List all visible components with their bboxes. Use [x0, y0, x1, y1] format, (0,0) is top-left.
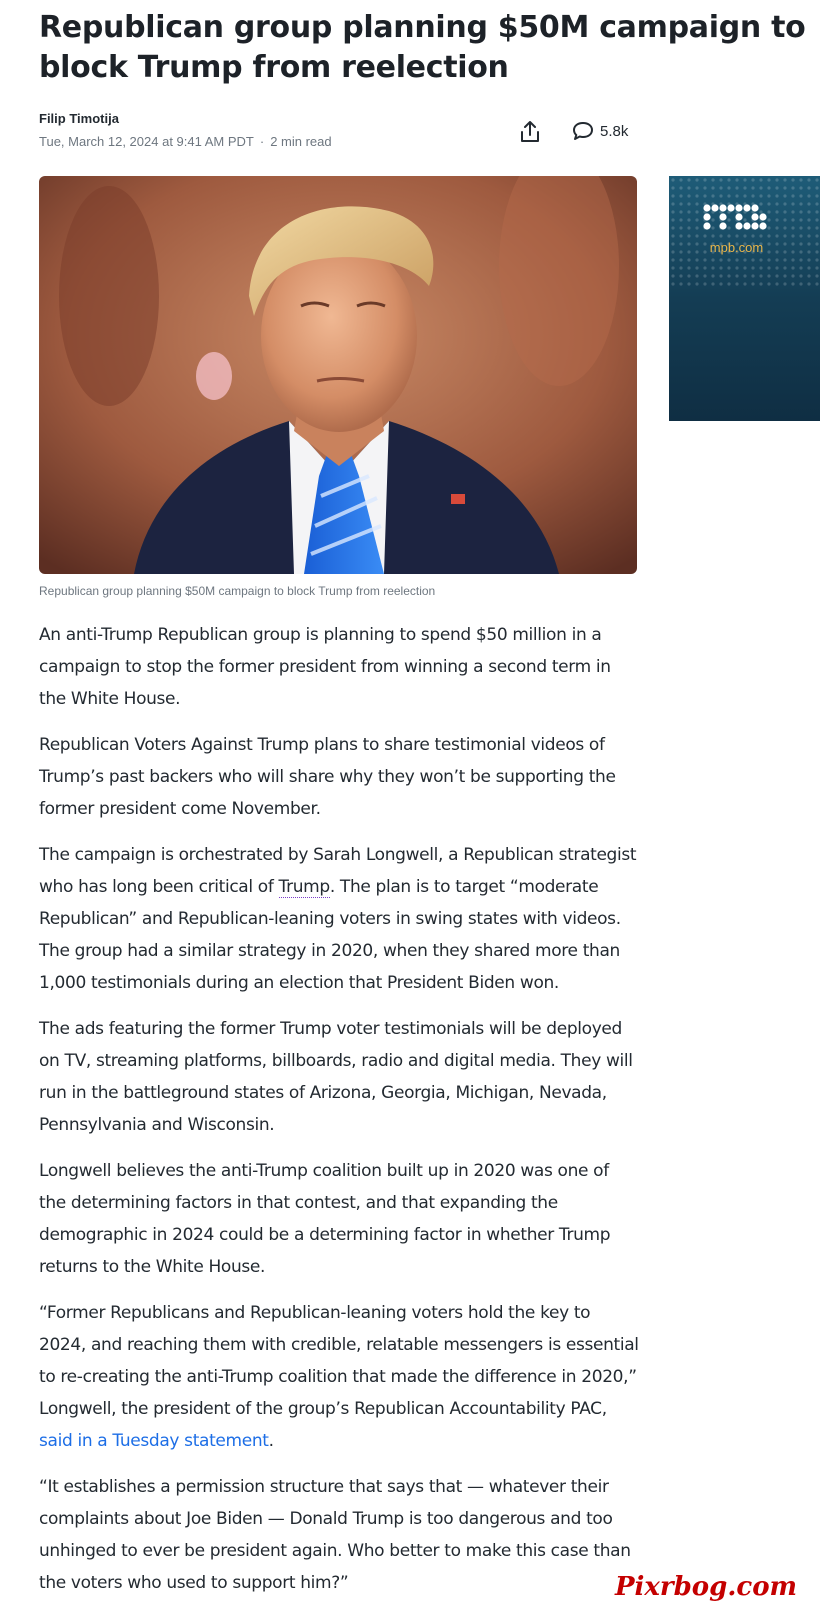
mpb-logo	[702, 203, 772, 233]
paragraph: Longwell believes the anti-Trump coalition built up in 2020 was one of the determining factors in that contest, and that expanding the demographic in 2024 could be a determining factor in whether Trump returns to the White House.	[39, 1161, 611, 1277]
paragraph-text: “Former Republicans and Republican-leaning voters hold the key to 2024, and reaching them with credible, relatable messengers is essential to re-creating the anti-Trump coalition that made the difference in 2020,” Longwell, the president of the group’s Republican Accountability PAC,	[39, 1303, 639, 1419]
paragraph: “It establishes a permission structure that says that — whatever their complaints about Joe Biden — Donald Trump is too dangerous and too unhinged to ever be president again. Who better to make this case than the voters who used to support him?”	[39, 1477, 631, 1593]
article-dateline	[39, 134, 332, 149]
paragraph-text: The campaign is orchestrated by Sarah Longwell, a Republican strategist who has long been critical of	[39, 845, 637, 897]
watermark: Pixrbog.com	[615, 1572, 798, 1602]
statement-link[interactable]: said in a Tuesday statement	[39, 1431, 269, 1451]
comments-button[interactable]	[572, 118, 628, 144]
article-headline: Republican group planning $50M campaign to block Trump from reelection	[39, 10, 806, 85]
article-body	[39, 619, 639, 1613]
hero-image	[39, 176, 637, 574]
paragraph	[39, 839, 639, 999]
dateline-separator: ·	[259, 134, 265, 149]
advertisement[interactable]	[669, 176, 820, 421]
read-time: 2 min read	[270, 134, 332, 149]
paragraph-text: .	[268, 1431, 274, 1451]
publish-date: Tue, March 12, 2024 at 9:41 AM PDT	[39, 134, 254, 149]
paragraph: The ads featuring the former Trump voter testimonials will be deployed on TV, streaming platforms, billboards, radio and digital media. They will run in the battleground states of Arizona, Georgia, Michigan, Nevada, Pennsylvania and Wisconsin.	[39, 1019, 633, 1135]
ad-brand-text[interactable]: mpb.com	[709, 240, 764, 255]
paragraph-text: . The plan is to target “moderate Republican” and Republican-leaning voters in swing states with videos. The group had a similar strategy in 2020, when they shared more than 1,000 testimonials during an election that President Biden won.	[39, 877, 621, 993]
author-name[interactable]: Filip Timotija	[39, 111, 119, 126]
paragraph: Republican Voters Against Trump plans to share testimonial videos of Trump’s past backers who will share why they won’t be supporting the former president come November.	[39, 735, 616, 819]
paragraph: An anti-Trump Republican group is planning to spend $50 million in a campaign to stop the former president from winning a second term in the White House.	[39, 625, 611, 709]
image-caption: Republican group planning $50M campaign to block Trump from reelection	[39, 584, 436, 598]
trump-topic-link[interactable]: Trump	[278, 877, 330, 897]
share-icon	[519, 120, 541, 144]
comment-icon	[572, 121, 594, 141]
paragraph	[39, 1297, 639, 1457]
comment-count: 5.8k	[600, 122, 629, 140]
share-button[interactable]	[517, 118, 543, 146]
